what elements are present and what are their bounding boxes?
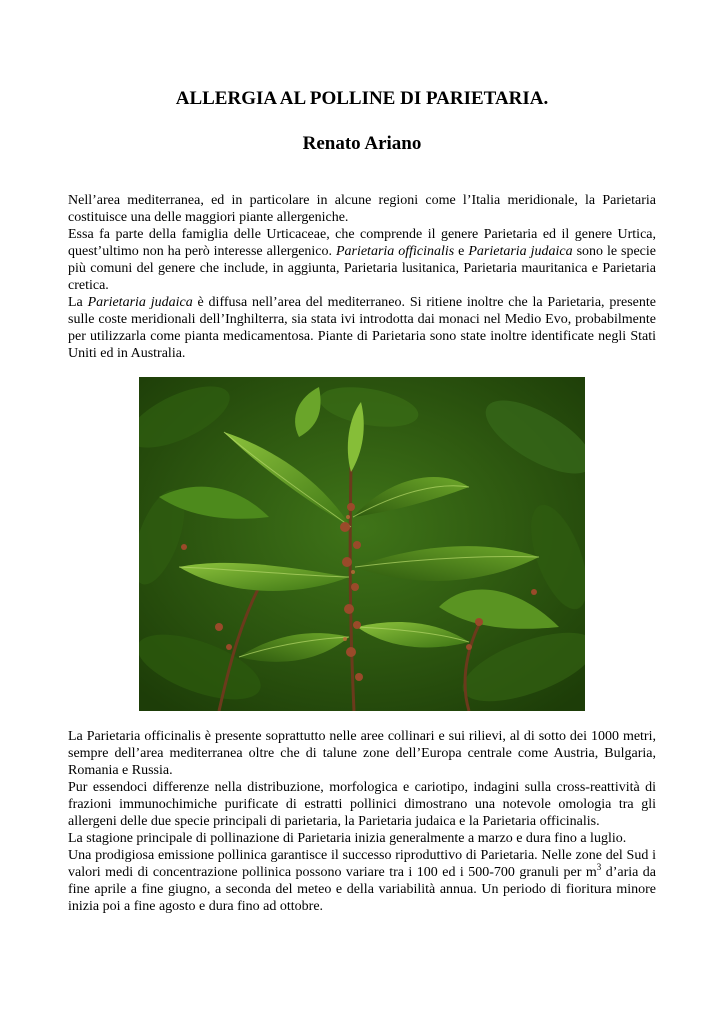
plant-illustration <box>139 377 585 711</box>
parietaria-plant-photo <box>139 377 585 711</box>
text-run: La <box>68 295 88 310</box>
paragraph: La Parietaria officinalis è presente soprattutto nelle aree collinari e sui rilievi, al di sotto dei 1000 metri, sempre dell’area mediterranea oltre che di talune zone dell’Europa centrale come Austria, Bulgaria, Romania e Russia. <box>68 729 656 778</box>
species-name: Parietaria judaica <box>87 295 193 310</box>
paragraph: La stagione principale di pollinazione di Parietaria inizia generalmente a marzo e dura fino a luglio. <box>68 831 627 846</box>
document-title: ALLERGIA AL POLLINE DI PARIETARIA. <box>175 88 549 109</box>
paragraph <box>68 847 656 915</box>
paragraph: Pur essendoci differenze nella distribuzione, morfologica e cariotipo, indagini sulla cross-reattività di frazioni immunochimiche purificate di estratti pollinici dimostrano una notevole omologia tra gli allergeni delle due specie principali di parietaria, la Parietaria judaica e la Parietaria officinalis. <box>68 780 656 829</box>
text-run: Essa fa parte della famiglia delle Urticaceae, che comprende il genere Parietaria ed il genere Urtica, quest’ultimo non ha però interesse allergenico. <box>68 227 656 259</box>
intro-section <box>68 192 656 362</box>
text-run: e <box>454 244 469 259</box>
species-name: Parietaria officinalis <box>335 244 455 259</box>
superscript: 3 <box>596 862 602 872</box>
text-run: sono le specie più comuni del genere che include, in aggiunta, Parietaria lusitanica, Parietaria mauritanica e Parietaria cretica. <box>68 244 656 293</box>
distribution-section <box>68 728 656 915</box>
paragraph <box>68 294 656 362</box>
text-run: è diffusa nell’area del mediterraneo. Si ritiene inoltre che la Parietaria, presente sulle coste meridionali dell’Inghilterra, sia stata ivi introdotta dai monaci nel Medio Evo, probabilmente per utilizzarla come pianta medicamentosa. Piante di Parietaria sono state inoltre identificate negli Stati Uniti ed in Australia. <box>68 295 656 361</box>
text-run: Una prodigiosa emissione pollinica garantisce il successo riproduttivo di Parietaria. Nelle zone del Sud i valori medi di concentrazione pollinica possono variare tra i 100 ed i 500-700 granuli per m <box>68 848 656 880</box>
paragraph: Nell’area mediterranea, ed in particolare in alcune regioni come l’Italia meridionale, la Parietaria costituisce una delle maggiori piante allergeniche. <box>68 193 656 225</box>
text-run: d’aria da fine aprile a fine giugno, a seconda del meteo e della variabilità annua. Un periodo di fioritura minore inizia poi a fine agosto e dura fino ad ottobre. <box>68 865 657 914</box>
species-name: Parietaria judaica <box>468 244 573 259</box>
paragraph <box>68 226 656 294</box>
author-name: Renato Ariano <box>302 133 422 154</box>
